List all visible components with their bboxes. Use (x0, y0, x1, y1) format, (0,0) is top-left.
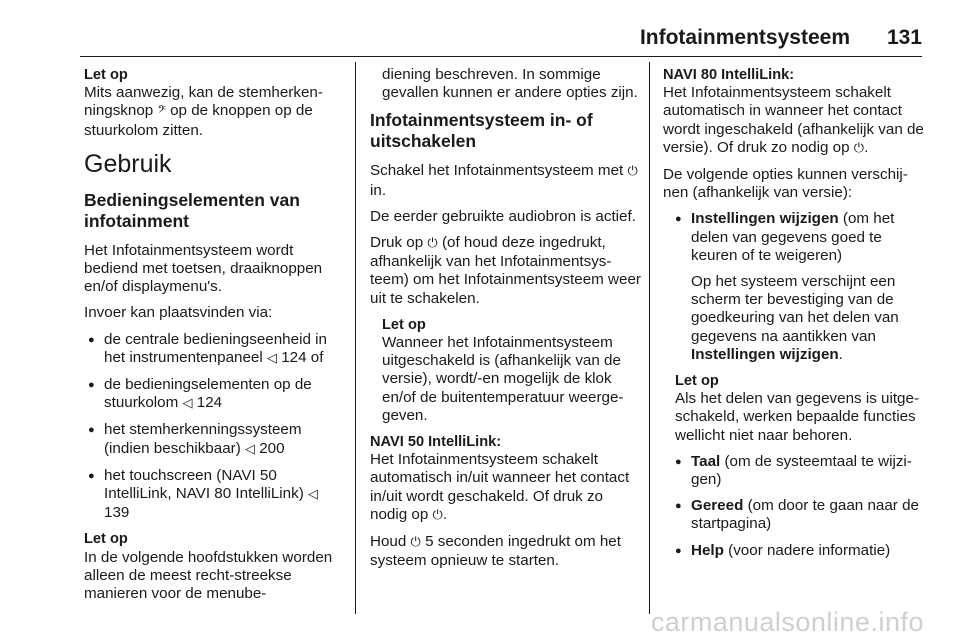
list-item (663, 210, 927, 364)
list-item (663, 542, 927, 560)
navi80-block (663, 66, 927, 158)
option-list (663, 453, 927, 560)
page-ref-arrow-icon: ◁ (245, 441, 255, 457)
text-part: (of houd deze ingedrukt, afhankelijk van het Infotainmentsys-teem) om het Infotainmentsysteem weer uit te schakelen. (370, 234, 641, 307)
option-desc: (voor nadere informatie) (728, 541, 891, 559)
option-label: Gereed (691, 497, 744, 515)
page-ref-arrow-icon: ◁ (182, 396, 193, 412)
option-label: Taal (691, 452, 721, 470)
option-desc: (om de systeemtaal te wijzi-gen) (691, 452, 912, 489)
power-icon: ⏻ (432, 507, 443, 523)
column-divider-1 (355, 62, 356, 614)
paragraph: De volgende opties kunnen verschij-nen (afhankelijk van versie): (663, 166, 908, 202)
column-3 (663, 66, 927, 568)
navi80-title: NAVI 80 IntelliLink: (663, 67, 795, 83)
paragraph (370, 533, 642, 570)
list-item (84, 421, 346, 458)
navi50-block (370, 433, 642, 525)
text-part: Het Infotainmentsysteem schakelt automatisch in wanneer het contact wordt ingeschakeld (afhankelijk van de versie). Of druk zo nodig op (663, 84, 924, 156)
navi50-title: NAVI 50 IntelliLink: (370, 434, 502, 451)
column-1 (84, 66, 346, 611)
text-part: 5 seconden ingedrukt om het systeem opnieuw te starten. (370, 533, 621, 570)
page-ref-arrow-icon: ◁ (266, 350, 277, 366)
page-ref-arrow-icon: ◁ (308, 487, 319, 503)
list-item-text: de bedieningselementen op de stuurkolom (104, 376, 312, 412)
paragraph (370, 162, 642, 199)
option-list (663, 210, 927, 364)
navi80-text (663, 84, 927, 158)
page-ref[interactable]: 124 of (281, 348, 324, 366)
note-block (84, 66, 346, 140)
note-block (84, 530, 346, 603)
text-part: . (838, 345, 843, 363)
text-part: Houd (370, 533, 407, 551)
list-item-text: het stemherkenningssysteem (indien beschikbaar) (104, 421, 302, 457)
paragraph: Invoer kan plaatsvinden via: (84, 304, 273, 322)
subsection-heading: Infotainmentsysteem in- of uitschakelen (370, 110, 593, 152)
note-text (84, 84, 346, 140)
note-title: Let op (675, 373, 719, 390)
voice-recognition-icon: 𝄢 (157, 104, 166, 120)
list-item-text: het touchscreen (NAVI 50 IntelliLink, NAVI 80 IntelliLink) (104, 466, 304, 503)
note-text-part: Mits aanwezig, kan de stemherken-ningsknop (84, 84, 323, 120)
option-label: Instellingen wijzigen (691, 210, 839, 228)
note-text: Als het delen van gegevens is uitge-schakeld, werken bepaalde functies wellicht niet naar behoren. (675, 390, 920, 444)
paragraph (370, 234, 642, 308)
note-block (663, 372, 927, 445)
power-icon: ⏻ (627, 164, 638, 180)
power-icon: ⏻ (410, 535, 421, 551)
text-part: . (864, 138, 869, 156)
text-part: Op het systeem verschijnt een scherm ter bevestiging van de goedkeuring van het delen van gegevens na aantikken van (691, 273, 899, 345)
note-block (370, 316, 642, 425)
option-desc: (om door te gaan naar de startpagina) (691, 497, 919, 533)
option-desc: (om het delen van gegevens goed te keuren of te weigeren) (691, 210, 895, 264)
list-item (84, 331, 346, 368)
text-part: Schakel het Infotainmentsysteem met (370, 162, 624, 180)
bullet-list (84, 331, 346, 523)
list-item (663, 497, 927, 533)
note-title: Let op (382, 316, 426, 333)
text-part: Druk op (370, 234, 424, 252)
subsection-heading: Bedieningselementen van infotainment (84, 189, 300, 231)
text-part: in. (370, 181, 387, 199)
text-part: . (442, 505, 448, 523)
paragraph-continued: diening beschreven. In sommige gevallen kunnen er andere opties zijn. (382, 66, 638, 102)
text-part: Het Infotainmentsysteem schakelt automatisch in/uit wanneer het contact in/uit wordt geschakeld. Of druk zo nodig op (370, 451, 630, 523)
section-heading: Gebruik (84, 149, 172, 178)
note-text: Wanneer het Infotainmentsysteem uitgeschakeld is (afhankelijk van de versie), wordt/-en mogelijk de klok en/of de buitentemperatuur weerge-geven. (382, 334, 624, 424)
page-number: 131 (886, 26, 922, 49)
list-item (84, 376, 346, 413)
option-label: Instellingen wijzigen (691, 345, 839, 363)
power-icon: ⏻ (853, 140, 865, 156)
column-divider-2 (649, 62, 650, 614)
header-rule (80, 56, 922, 57)
option-label: Help (691, 541, 724, 559)
paragraph: Het Infotainmentsysteem wordt bediend met toetsen, draaiknoppen en/of displaymenu's. (84, 241, 323, 296)
note-text-part: op de knoppen op de stuurkolom zitten. (84, 102, 313, 139)
option-subtext (691, 273, 927, 364)
note-text: In de volgende hoofdstukken worden alleen de meest recht-streekse manieren voor de menube- (84, 548, 333, 603)
list-item-text: de centrale bedieningseenheid in het instrumentenpaneel (104, 330, 327, 366)
note-title: Let op (84, 67, 128, 83)
page-ref[interactable]: 124 (196, 394, 223, 412)
page-ref[interactable]: 139 (104, 504, 130, 522)
page-title: Infotainmentsysteem (639, 26, 850, 49)
list-item (84, 467, 346, 523)
page-header (0, 26, 960, 56)
page-ref[interactable]: 200 (259, 439, 285, 457)
note-title: Let op (84, 531, 128, 548)
column-2 (370, 66, 642, 578)
paragraph: De eerder gebruikte audiobron is actief. (370, 207, 636, 225)
power-icon: ⏻ (427, 236, 438, 252)
watermark: carmanualsonline.info (650, 607, 924, 637)
list-item (663, 453, 927, 489)
navi50-text (370, 451, 642, 525)
